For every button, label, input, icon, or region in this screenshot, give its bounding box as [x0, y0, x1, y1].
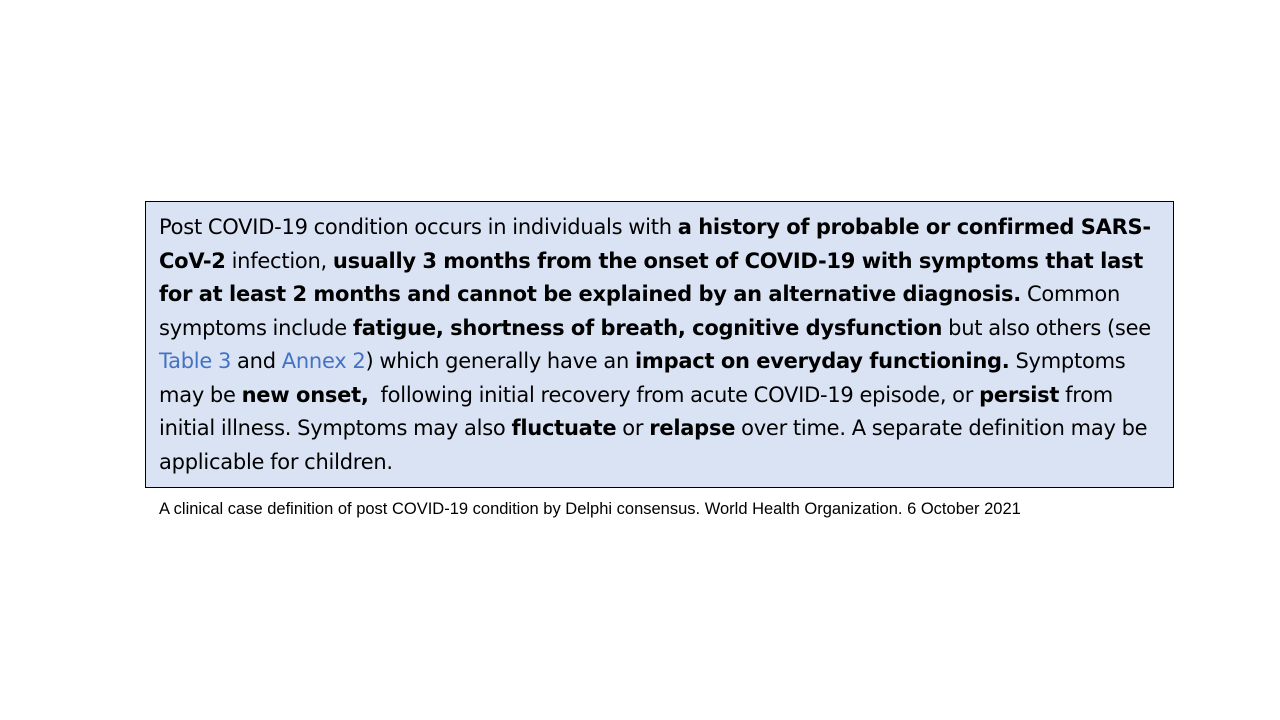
table-3-link[interactable]: Table 3 [159, 349, 232, 373]
definition-emphasis: usually 3 months from the onset of COVID-19 with symptoms that last for at least 2 months and cannot be explained by an alternative diagnosis. [159, 248, 1144, 306]
definition-box [145, 201, 1174, 488]
definition-segment: and [231, 349, 282, 373]
definition-segment: following initial recovery from acute COVID-19 episode, or [368, 382, 980, 407]
definition-segment: from initial illness. Symptoms may also [159, 382, 1114, 440]
annex-2-link[interactable]: Annex 2 [281, 349, 366, 373]
definition-segment: Symptoms may be [159, 349, 1126, 407]
definition-segment: infection, [225, 248, 333, 273]
definition-segment: Common symptoms include [159, 282, 1121, 340]
definition-segment: Post COVID-19 condition occurs in individuals with [159, 215, 678, 239]
definition-emphasis: fluctuate [511, 416, 617, 440]
definition-segment: or [616, 416, 650, 440]
definition-segment: but also others (see [942, 315, 1151, 340]
definition-segment: ) which generally have an [365, 349, 635, 373]
definition-emphasis: new onset, [241, 382, 369, 407]
definition-emphasis: fatigue, shortness of breath, cognitive dysfunction [352, 315, 943, 340]
definition-segment: over time. A separate definition may be applicable for children. [159, 416, 1148, 474]
definition-emphasis: a history of probable or confirmed SARS-CoV-2 [159, 215, 1151, 273]
definition-text [159, 211, 1163, 479]
citation: A clinical case definition of post COVID-19 condition by Delphi consensus. World Health Organization. 6 October 2021 [159, 500, 1021, 518]
definition-emphasis: persist [979, 382, 1060, 407]
definition-emphasis: impact on everyday functioning. [634, 349, 1010, 373]
definition-emphasis: relapse [649, 416, 736, 440]
